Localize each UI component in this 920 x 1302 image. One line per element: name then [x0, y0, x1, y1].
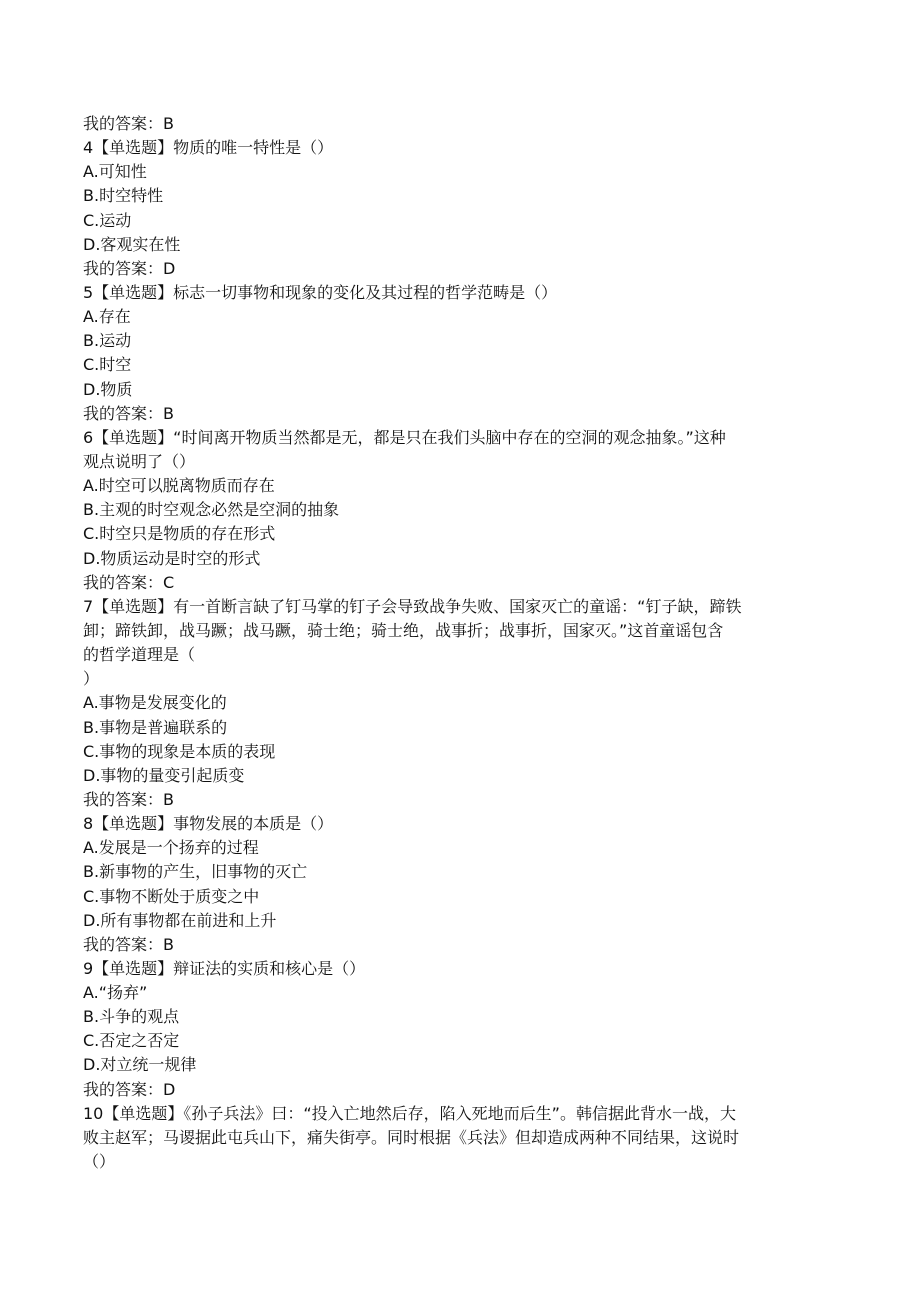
question-list — [83, 112, 843, 1174]
question-block — [83, 426, 843, 595]
question-stem: 的哲学道理是（ — [83, 645, 196, 665]
answer-option: C.时空 — [83, 355, 132, 375]
question-stem: 9【单选题】辩证法的实质和核心是（） — [83, 958, 366, 978]
question-stem: 8【单选题】事物发展的本质是（） — [83, 814, 334, 834]
answer-option: B.时空特性 — [83, 186, 164, 206]
question-block — [83, 812, 843, 957]
question-stem: 败主赵军；马谡据此屯兵山下，痛失街亭。同时根据《兵法》但却造成两种不同结果，这说时 — [83, 1127, 740, 1147]
question-stem: 7【单选题】有一首断言缺了钉马掌的钉子会导致战争失败、国家灭亡的童谣：“钉子缺，蹄铁 — [83, 596, 742, 616]
question-block — [83, 1102, 843, 1174]
question-block — [83, 595, 843, 812]
answer-option: B.主观的时空观念必然是空洞的抽象 — [83, 500, 340, 520]
answer-option: A.时空可以脱离物质而存在 — [83, 476, 275, 496]
my-answer: 我的答案：B — [83, 403, 174, 423]
answer-option: A.事物是发展变化的 — [83, 693, 227, 713]
answer-option: A.“扬弃” — [83, 983, 148, 1003]
answer-option: A.存在 — [83, 307, 131, 327]
answer-option: B.新事物的产生，旧事物的灭亡 — [83, 862, 308, 882]
question-stem: ） — [83, 669, 100, 689]
my-answer: 我的答案：C — [83, 572, 175, 592]
question-stem: 4【单选题】物质的唯一特性是（） — [83, 138, 334, 158]
answer-option: D.所有事物都在前进和上升 — [83, 910, 277, 930]
answer-option: C.运动 — [83, 210, 132, 230]
answer-option: D.对立统一规律 — [83, 1055, 197, 1075]
answer-option: C.事物的现象是本质的表现 — [83, 741, 276, 761]
question-stem: 6【单选题】“时间离开物质当然都是无，都是只在我们头脑中存在的空洞的观念抽象。”这种 — [83, 427, 726, 447]
answer-option: D.事物的量变引起质变 — [83, 765, 245, 785]
answer-option: D.物质 — [83, 379, 133, 399]
my-answer: 我的答案：B — [83, 114, 174, 133]
question-block — [83, 957, 843, 1102]
question-block — [83, 136, 843, 281]
question-stem: 观点说明了（） — [83, 451, 196, 471]
my-answer: 我的答案：D — [83, 1079, 176, 1099]
my-answer: 我的答案：D — [83, 258, 176, 278]
question-block — [83, 281, 843, 426]
answer-option: C.时空只是物质的存在形式 — [83, 524, 276, 544]
answer-option: B.事物是普遍联系的 — [83, 717, 228, 737]
answer-option: B.斗争的观点 — [83, 1007, 180, 1027]
my-answer: 我的答案：B — [83, 789, 174, 809]
question-stem: 10【单选题】《孙子兵法》曰：“投入亡地然后存，陷入死地而后生”。韩信据此背水一战，大 — [83, 1103, 736, 1123]
answer-block — [83, 112, 843, 136]
my-answer: 我的答案：B — [83, 934, 174, 954]
answer-option: C.事物不断处于质变之中 — [83, 886, 260, 906]
answer-option: C.否定之否定 — [83, 1031, 180, 1051]
answer-option: A.发展是一个扬弃的过程 — [83, 838, 259, 858]
answer-option: A.可知性 — [83, 162, 147, 182]
answer-option: B.运动 — [83, 331, 132, 351]
answer-option: D.物质运动是时空的形式 — [83, 548, 261, 568]
answer-option: D.客观实在性 — [83, 234, 181, 254]
question-stem: （） — [83, 1152, 116, 1172]
question-stem: 卸；蹄铁卸，战马蹶；战马蹶，骑士绝；骑士绝，战事折；战事折，国家灭。”这首童谣包含 — [83, 620, 724, 640]
question-stem: 5【单选题】标志一切事物和现象的变化及其过程的哲学范畴是（） — [83, 282, 558, 302]
